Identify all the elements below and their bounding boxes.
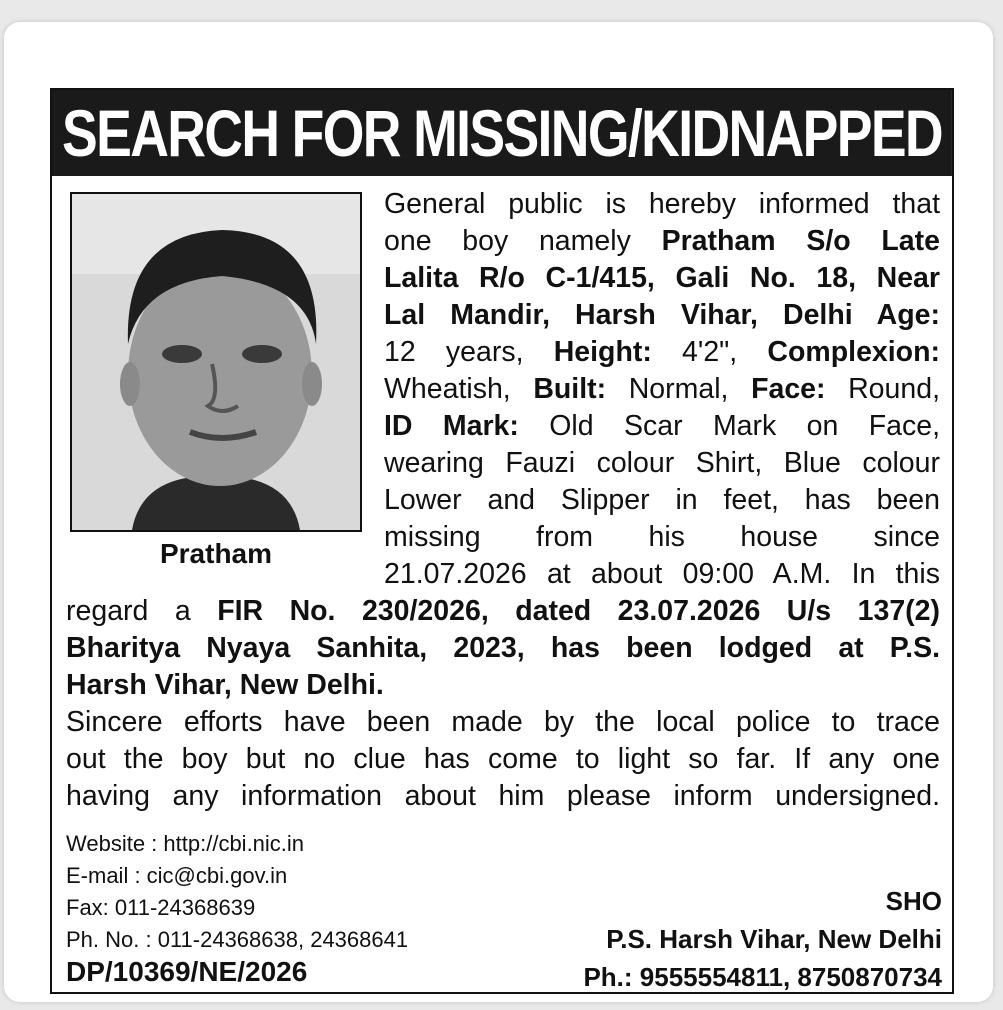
body-line: 12 years, Height: 4'2", Complexion:: [384, 336, 940, 368]
portrait-image: [72, 194, 360, 530]
body-line: ID Mark: Old Scar Mark on Face,: [384, 410, 940, 442]
sho-phone: Ph.: 9555554811, 8750870734: [583, 962, 942, 992]
police-station: P.S. Harsh Vihar, New Delhi: [606, 924, 942, 954]
body-line: Lal Mandir, Harsh Vihar, Delhi Age:: [384, 299, 940, 331]
phone-text: Ph. No. : 011-24368638, 24368641: [66, 927, 409, 952]
notice-card: [4, 22, 993, 1002]
fax-text: Fax: 011-24368639: [66, 895, 256, 920]
sho-signature: [583, 882, 942, 996]
missing-person-photo: [70, 192, 362, 532]
photo-caption: Pratham: [159, 538, 273, 569]
contact-details: [66, 828, 408, 956]
website-text: Website : http://cbi.nic.in: [66, 831, 305, 856]
missing-person-notice: [50, 88, 954, 994]
body-line: Lalita R/o C-1/415, Gali No. 18, Near: [384, 262, 940, 294]
body-line: out the boy but no clue has come to light so far. If any one: [66, 743, 940, 775]
body-line: Wheatish, Built: Normal, Face: Round,: [384, 373, 940, 405]
email-text: E-mail : cic@cbi.gov.in: [66, 863, 288, 888]
body-line: regard a FIR No. 230/2026, dated 23.07.2026 U/s 137(2): [66, 595, 941, 627]
body-line: having any information about him please inform undersigned.: [66, 780, 940, 812]
body-line: Harsh Vihar, New Delhi.: [66, 669, 384, 701]
notice-code: DP/10369/NE/2026: [66, 956, 308, 987]
body-line: 21.07.2026 at about 09:00 A.M. In this: [384, 558, 940, 590]
body-line: wearing Fauzi colour Shirt, Blue colour: [384, 447, 940, 479]
body-line: Lower and Slipper in feet, has been: [384, 484, 940, 516]
sho-title: SHO: [885, 886, 942, 916]
body-line: Sincere efforts have been made by the local police to trace: [66, 706, 940, 738]
body-line: General public is hereby informed that: [384, 188, 940, 220]
body-line: one boy namely Pratham S/o Late: [384, 225, 940, 257]
body-line: Bharitya Nyaya Sanhita, 2023, has been lodged at P.S.: [66, 632, 940, 664]
notice-title: SEARCH FOR MISSING/KIDNAPPED: [52, 90, 952, 176]
body-line: missing from his house since: [384, 521, 940, 553]
